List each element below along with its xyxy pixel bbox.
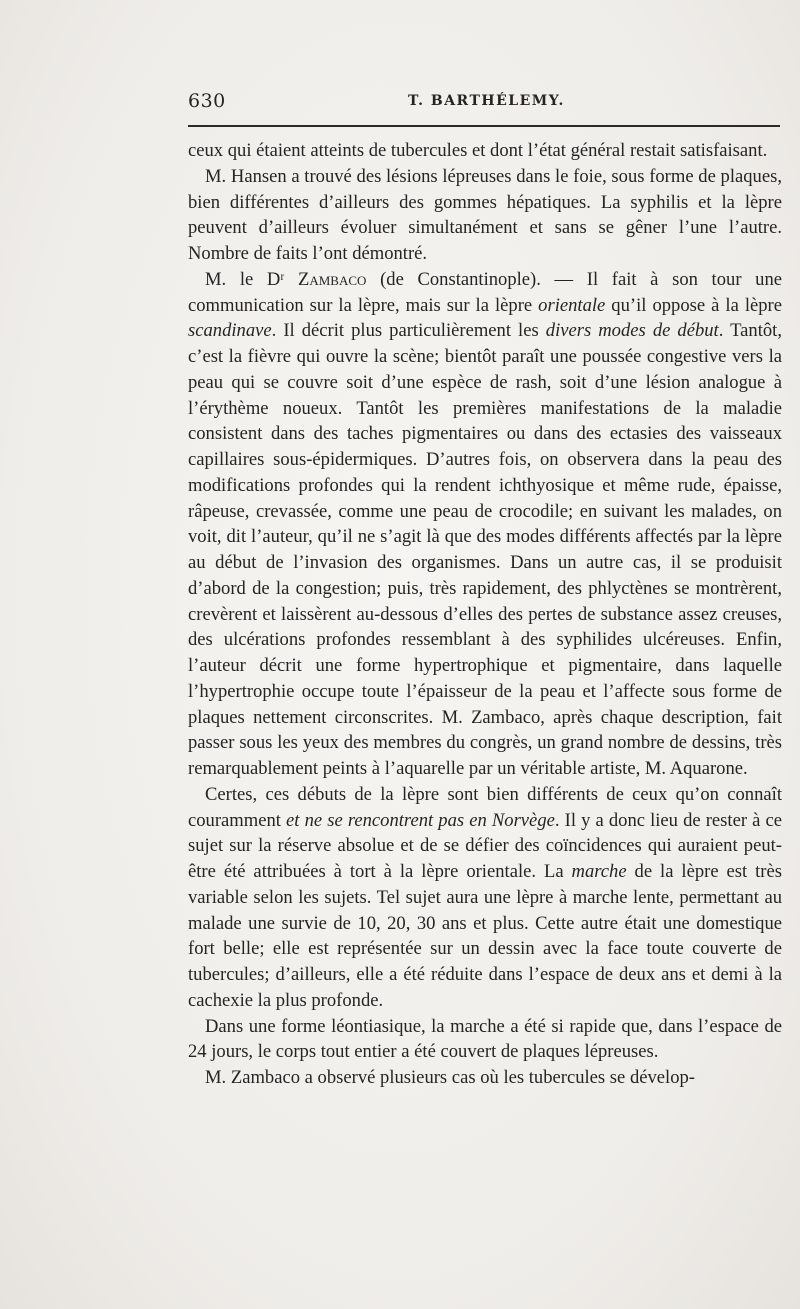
text-run: Certes, ces débuts de la lèpre sont bien différents de ceux qu’on connaît couramment [188, 783, 782, 831]
italic-term: divers modes de début [545, 320, 719, 342]
body-text [188, 138, 782, 1091]
italic-phrase: et ne se rencontrent pas en Norvège [286, 809, 555, 831]
paragraph-6: M. Zambaco a observé plusieurs cas où les tubercules se dévelop- [205, 1067, 695, 1088]
paragraph-3 [188, 267, 782, 782]
text-run: . Il y a donc lieu de rester à ce sujet sur la réserve absolue et de se défier des coïncidences qui auraient peut-être été attribuées à tort à la lèpre orientale. La [188, 809, 782, 882]
running-head: T. BARTHÉLEMY. [408, 93, 565, 109]
paragraph-5: Dans une forme léontiasique, la marche a été si rapide que, dans l’espace de 24 jours, le corps tout entier a été couvert de plaques lépreuses. [188, 1015, 782, 1063]
italic-term: marche [571, 861, 627, 882]
page-header [188, 90, 780, 114]
paragraph-2: M. Hansen a trouvé des lésions lépreuses dans le foie, sous forme de plaques, bien différentes d’ailleurs des gommes hépatiques. La syphilis et la lèpre peuvent d’ailleurs évoluer simultanément et sans se gêner l’une l’autre. Nombre de faits l’ont démontré. [188, 165, 782, 264]
paragraph-1: ceux qui étaient atteints de tubercules et dont l’état général restait satisfaisant. [188, 140, 768, 161]
text-run: . Tantôt, c’est la fièvre qui ouvre la scène; bientôt paraît une poussée congestive vers la peau qui se couvre soit d’une espèce de rash, soit d’une lésion analogue à l’érythème noueux. Tantôt les premières manifestations de la maladie consistent dans des taches pigmentaires ou dans des ectasies des vaisseaux capillaires sous-épidermiques. D’autres fois, on observera dans la peau des modifications profondes qui la rendent ichthyosique et même rude, épaisse, râpeuse, crevassée, comme une peau de crocodile; en suivant les malades, on voit, dit l’auteur, qu’il ne s’agit là que des modes différents affectés par la lèpre au début de l’invasion des organismes. Dans un autre cas, il se produisit d’abord de la congestion; puis, très rapidement, des phlyctènes se montrèrent, crevèrent et laissèrent au-dessous d’elles des pertes de substance assez creuses, des ulcérations profondes ressemblant à des syphilides ulcéreuses. Enfin, l’auteur décrit une forme hypertrophique et pigmentaire, dans laquelle l’hypertrophie occupe toute l’épaisseur de la peau et l’affecte sous forme de plaques nettement circonscrites. M. Zambaco, après chaque description, fait passer sous les yeux des membres du congrès, un grand nombre de dessins, très remarquablement peints à l’aquarelle par un véritable artiste, M. Aquarone. [188, 320, 782, 779]
text-run: (de Constantinople). — Il fait à son tour une communication sur la lèpre, mais sur la lèpre [188, 268, 782, 316]
text-run: . Il décrit plus particulièrement les [271, 320, 546, 342]
author-name: Zambaco [298, 268, 367, 290]
text-run: qu’il oppose à la lèpre [605, 294, 782, 316]
text-run: M. le Dʳ [205, 268, 298, 290]
italic-term: scandinave [188, 320, 272, 342]
text-run: de la lèpre est très variable selon les sujets. Tel sujet aura une lèpre à marche lente, permettant au malade une survie de 10, 20, 30 ans et plus. Cette autre était une domestique fort belle; elle est représentée sur un dessin avec la face toute couverte de tubercules; d’ailleurs, elle a été réduite dans l’espace de deux ans et demi à la cachexie la plus profonde. [188, 861, 782, 1011]
italic-term: orientale [538, 294, 606, 316]
header-rule [188, 125, 780, 127]
page-number: 630 [188, 90, 226, 112]
paragraph-4 [188, 782, 782, 1014]
